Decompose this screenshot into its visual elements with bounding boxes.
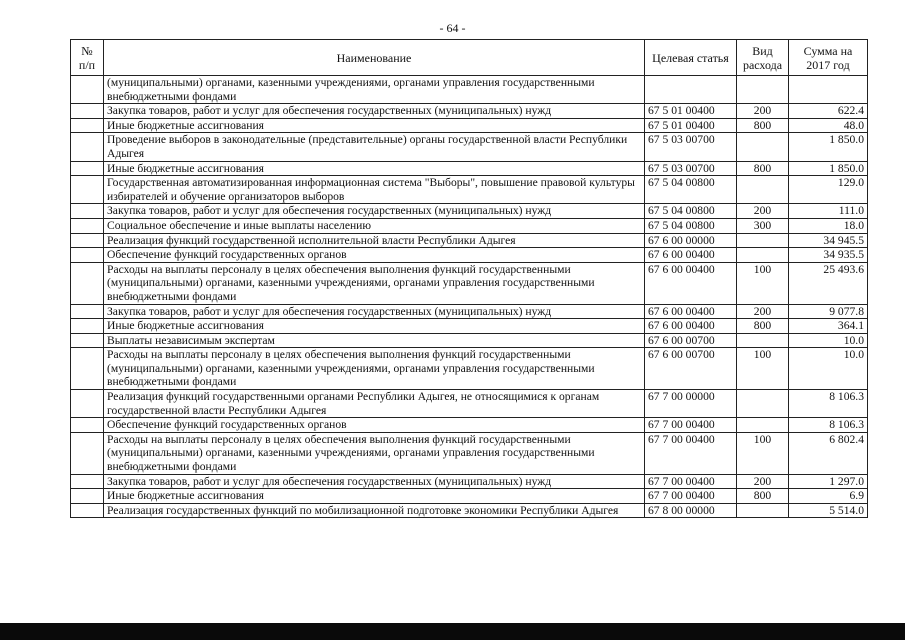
header-type: Вид расхода	[737, 40, 789, 76]
cell-code: 67 6 00 00700	[645, 333, 737, 348]
cell-type	[737, 133, 789, 161]
cell-type: 800	[737, 489, 789, 504]
budget-table	[70, 39, 868, 518]
cell-sum: 18.0	[789, 218, 868, 233]
cell-name: Иные бюджетные ассигнования	[104, 489, 645, 504]
table-row	[71, 176, 868, 204]
cell-sum: 5 514.0	[789, 503, 868, 518]
cell-sum: 34 945.5	[789, 233, 868, 248]
cell-num	[71, 161, 104, 176]
cell-code: 67 5 04 00800	[645, 204, 737, 219]
cell-num	[71, 474, 104, 489]
cell-sum: 1 297.0	[789, 474, 868, 489]
cell-name: Расходы на выплаты персоналу в целях обеспечения выполнения функций государственными (муниципальными) органами, казенными учреждениями, органами управления государственными внебюджетными фондами	[104, 262, 645, 304]
table-row	[71, 118, 868, 133]
cell-type	[737, 503, 789, 518]
cell-code: 67 5 03 00700	[645, 161, 737, 176]
table-row	[71, 390, 868, 418]
table-row	[71, 432, 868, 474]
cell-num	[71, 390, 104, 418]
cell-sum: 48.0	[789, 118, 868, 133]
cell-num	[71, 204, 104, 219]
cell-code: 67 5 01 00400	[645, 118, 737, 133]
cell-sum: 10.0	[789, 348, 868, 390]
cell-code: 67 5 01 00400	[645, 104, 737, 119]
cell-type	[737, 333, 789, 348]
cell-sum: 8 106.3	[789, 418, 868, 433]
cell-num	[71, 248, 104, 263]
cell-type: 800	[737, 319, 789, 334]
table-row	[71, 348, 868, 390]
table-row	[71, 161, 868, 176]
cell-sum: 10.0	[789, 333, 868, 348]
cell-code	[645, 76, 737, 104]
table-row	[71, 204, 868, 219]
cell-code: 67 6 00 00400	[645, 319, 737, 334]
page-number: - 64 -	[439, 21, 466, 35]
cell-type	[737, 176, 789, 204]
cell-num	[71, 432, 104, 474]
table-row	[71, 262, 868, 304]
cell-type: 300	[737, 218, 789, 233]
cell-type: 200	[737, 304, 789, 319]
cell-name: Иные бюджетные ассигнования	[104, 319, 645, 334]
header-code: Целевая статья	[645, 40, 737, 76]
table-row	[71, 218, 868, 233]
cell-code: 67 5 04 00800	[645, 176, 737, 204]
cell-num	[71, 118, 104, 133]
cell-num	[71, 304, 104, 319]
table-row	[71, 104, 868, 119]
cell-name: Закупка товаров, работ и услуг для обеспечения государственных (муниципальных) нужд	[104, 104, 645, 119]
cell-sum: 9 077.8	[789, 304, 868, 319]
cell-name: Проведение выборов в законодательные (представительные) органы государственной власти Республики Адыгея	[104, 133, 645, 161]
table-row	[71, 474, 868, 489]
cell-code: 67 5 04 00800	[645, 218, 737, 233]
table-header-row	[71, 40, 868, 76]
cell-type	[737, 76, 789, 104]
cell-code: 67 6 00 00400	[645, 304, 737, 319]
cell-type: 100	[737, 432, 789, 474]
table-row	[71, 319, 868, 334]
cell-name: Расходы на выплаты персоналу в целях обеспечения выполнения функций государственными (муниципальными) органами, казенными учреждениями, органами управления государственными внебюджетными фондами	[104, 348, 645, 390]
cell-name: Закупка товаров, работ и услуг для обеспечения государственных (муниципальных) нужд	[104, 304, 645, 319]
cell-name: Социальное обеспечение и иные выплаты населению	[104, 218, 645, 233]
cell-name: Обеспечение функций государственных органов	[104, 248, 645, 263]
cell-name: Закупка товаров, работ и услуг для обеспечения государственных (муниципальных) нужд	[104, 204, 645, 219]
cell-code: 67 7 00 00400	[645, 418, 737, 433]
cell-sum: 6.9	[789, 489, 868, 504]
table-row	[71, 503, 868, 518]
cell-code: 67 6 00 00700	[645, 348, 737, 390]
cell-type: 800	[737, 118, 789, 133]
cell-code: 67 7 00 00400	[645, 489, 737, 504]
cell-sum: 34 935.5	[789, 248, 868, 263]
cell-num	[71, 233, 104, 248]
scan-bottom-edge	[0, 623, 905, 640]
cell-sum: 6 802.4	[789, 432, 868, 474]
table-row	[71, 233, 868, 248]
cell-code: 67 7 00 00400	[645, 432, 737, 474]
cell-code: 67 6 00 00400	[645, 262, 737, 304]
cell-sum: 111.0	[789, 204, 868, 219]
cell-sum	[789, 76, 868, 104]
cell-name: Реализация государственных функций по мобилизационной подготовке экономики Республики Адыгея	[104, 503, 645, 518]
table-row	[71, 76, 868, 104]
cell-sum: 1 850.0	[789, 161, 868, 176]
cell-name: Государственная автоматизированная информационная система "Выборы", повышение правовой культуры избирателей и обучение организаторов выборов	[104, 176, 645, 204]
table-row	[71, 248, 868, 263]
cell-sum: 129.0	[789, 176, 868, 204]
cell-code: 67 8 00 00000	[645, 503, 737, 518]
cell-num	[71, 104, 104, 119]
cell-type	[737, 233, 789, 248]
table-row	[71, 304, 868, 319]
cell-num	[71, 76, 104, 104]
cell-type	[737, 390, 789, 418]
cell-name: Расходы на выплаты персоналу в целях обеспечения выполнения функций государственными (муниципальными) органами, казенными учреждениями, органами управления государственными внебюджетными фондами	[104, 432, 645, 474]
cell-name: Обеспечение функций государственных органов	[104, 418, 645, 433]
cell-name: Иные бюджетные ассигнования	[104, 161, 645, 176]
cell-type: 100	[737, 262, 789, 304]
header-num: № п/п	[71, 40, 104, 76]
cell-sum: 364.1	[789, 319, 868, 334]
cell-sum: 622.4	[789, 104, 868, 119]
table-row	[71, 333, 868, 348]
cell-num	[71, 418, 104, 433]
cell-sum: 1 850.0	[789, 133, 868, 161]
cell-type	[737, 418, 789, 433]
cell-num	[71, 319, 104, 334]
cell-sum: 8 106.3	[789, 390, 868, 418]
table-row	[71, 133, 868, 161]
cell-name: Иные бюджетные ассигнования	[104, 118, 645, 133]
cell-sum: 25 493.6	[789, 262, 868, 304]
cell-type: 800	[737, 161, 789, 176]
cell-num	[71, 348, 104, 390]
cell-num	[71, 489, 104, 504]
cell-num	[71, 218, 104, 233]
cell-code: 67 6 00 00000	[645, 233, 737, 248]
cell-num	[71, 503, 104, 518]
cell-name: Реализация функций государственной исполнительной власти Республики Адыгея	[104, 233, 645, 248]
cell-num	[71, 133, 104, 161]
cell-num	[71, 176, 104, 204]
cell-type: 200	[737, 204, 789, 219]
cell-type: 200	[737, 474, 789, 489]
cell-code: 67 6 00 00400	[645, 248, 737, 263]
cell-num	[71, 333, 104, 348]
cell-code: 67 7 00 00000	[645, 390, 737, 418]
cell-code: 67 7 00 00400	[645, 474, 737, 489]
cell-name: (муниципальными) органами, казенными учреждениями, органами управления государственными внебюджетными фондами	[104, 76, 645, 104]
cell-code: 67 5 03 00700	[645, 133, 737, 161]
cell-name: Реализация функций государственными органами Республики Адыгея, не относящимися к органам государственной власти Республики Адыгея	[104, 390, 645, 418]
table-row	[71, 418, 868, 433]
cell-name: Выплаты независимым экспертам	[104, 333, 645, 348]
header-name: Наименование	[104, 40, 645, 76]
cell-name: Закупка товаров, работ и услуг для обеспечения государственных (муниципальных) нужд	[104, 474, 645, 489]
cell-type: 200	[737, 104, 789, 119]
cell-type	[737, 248, 789, 263]
header-sum: Сумма на 2017 год	[789, 40, 868, 76]
cell-type: 100	[737, 348, 789, 390]
table-row	[71, 489, 868, 504]
table-body	[71, 76, 868, 518]
cell-num	[71, 262, 104, 304]
